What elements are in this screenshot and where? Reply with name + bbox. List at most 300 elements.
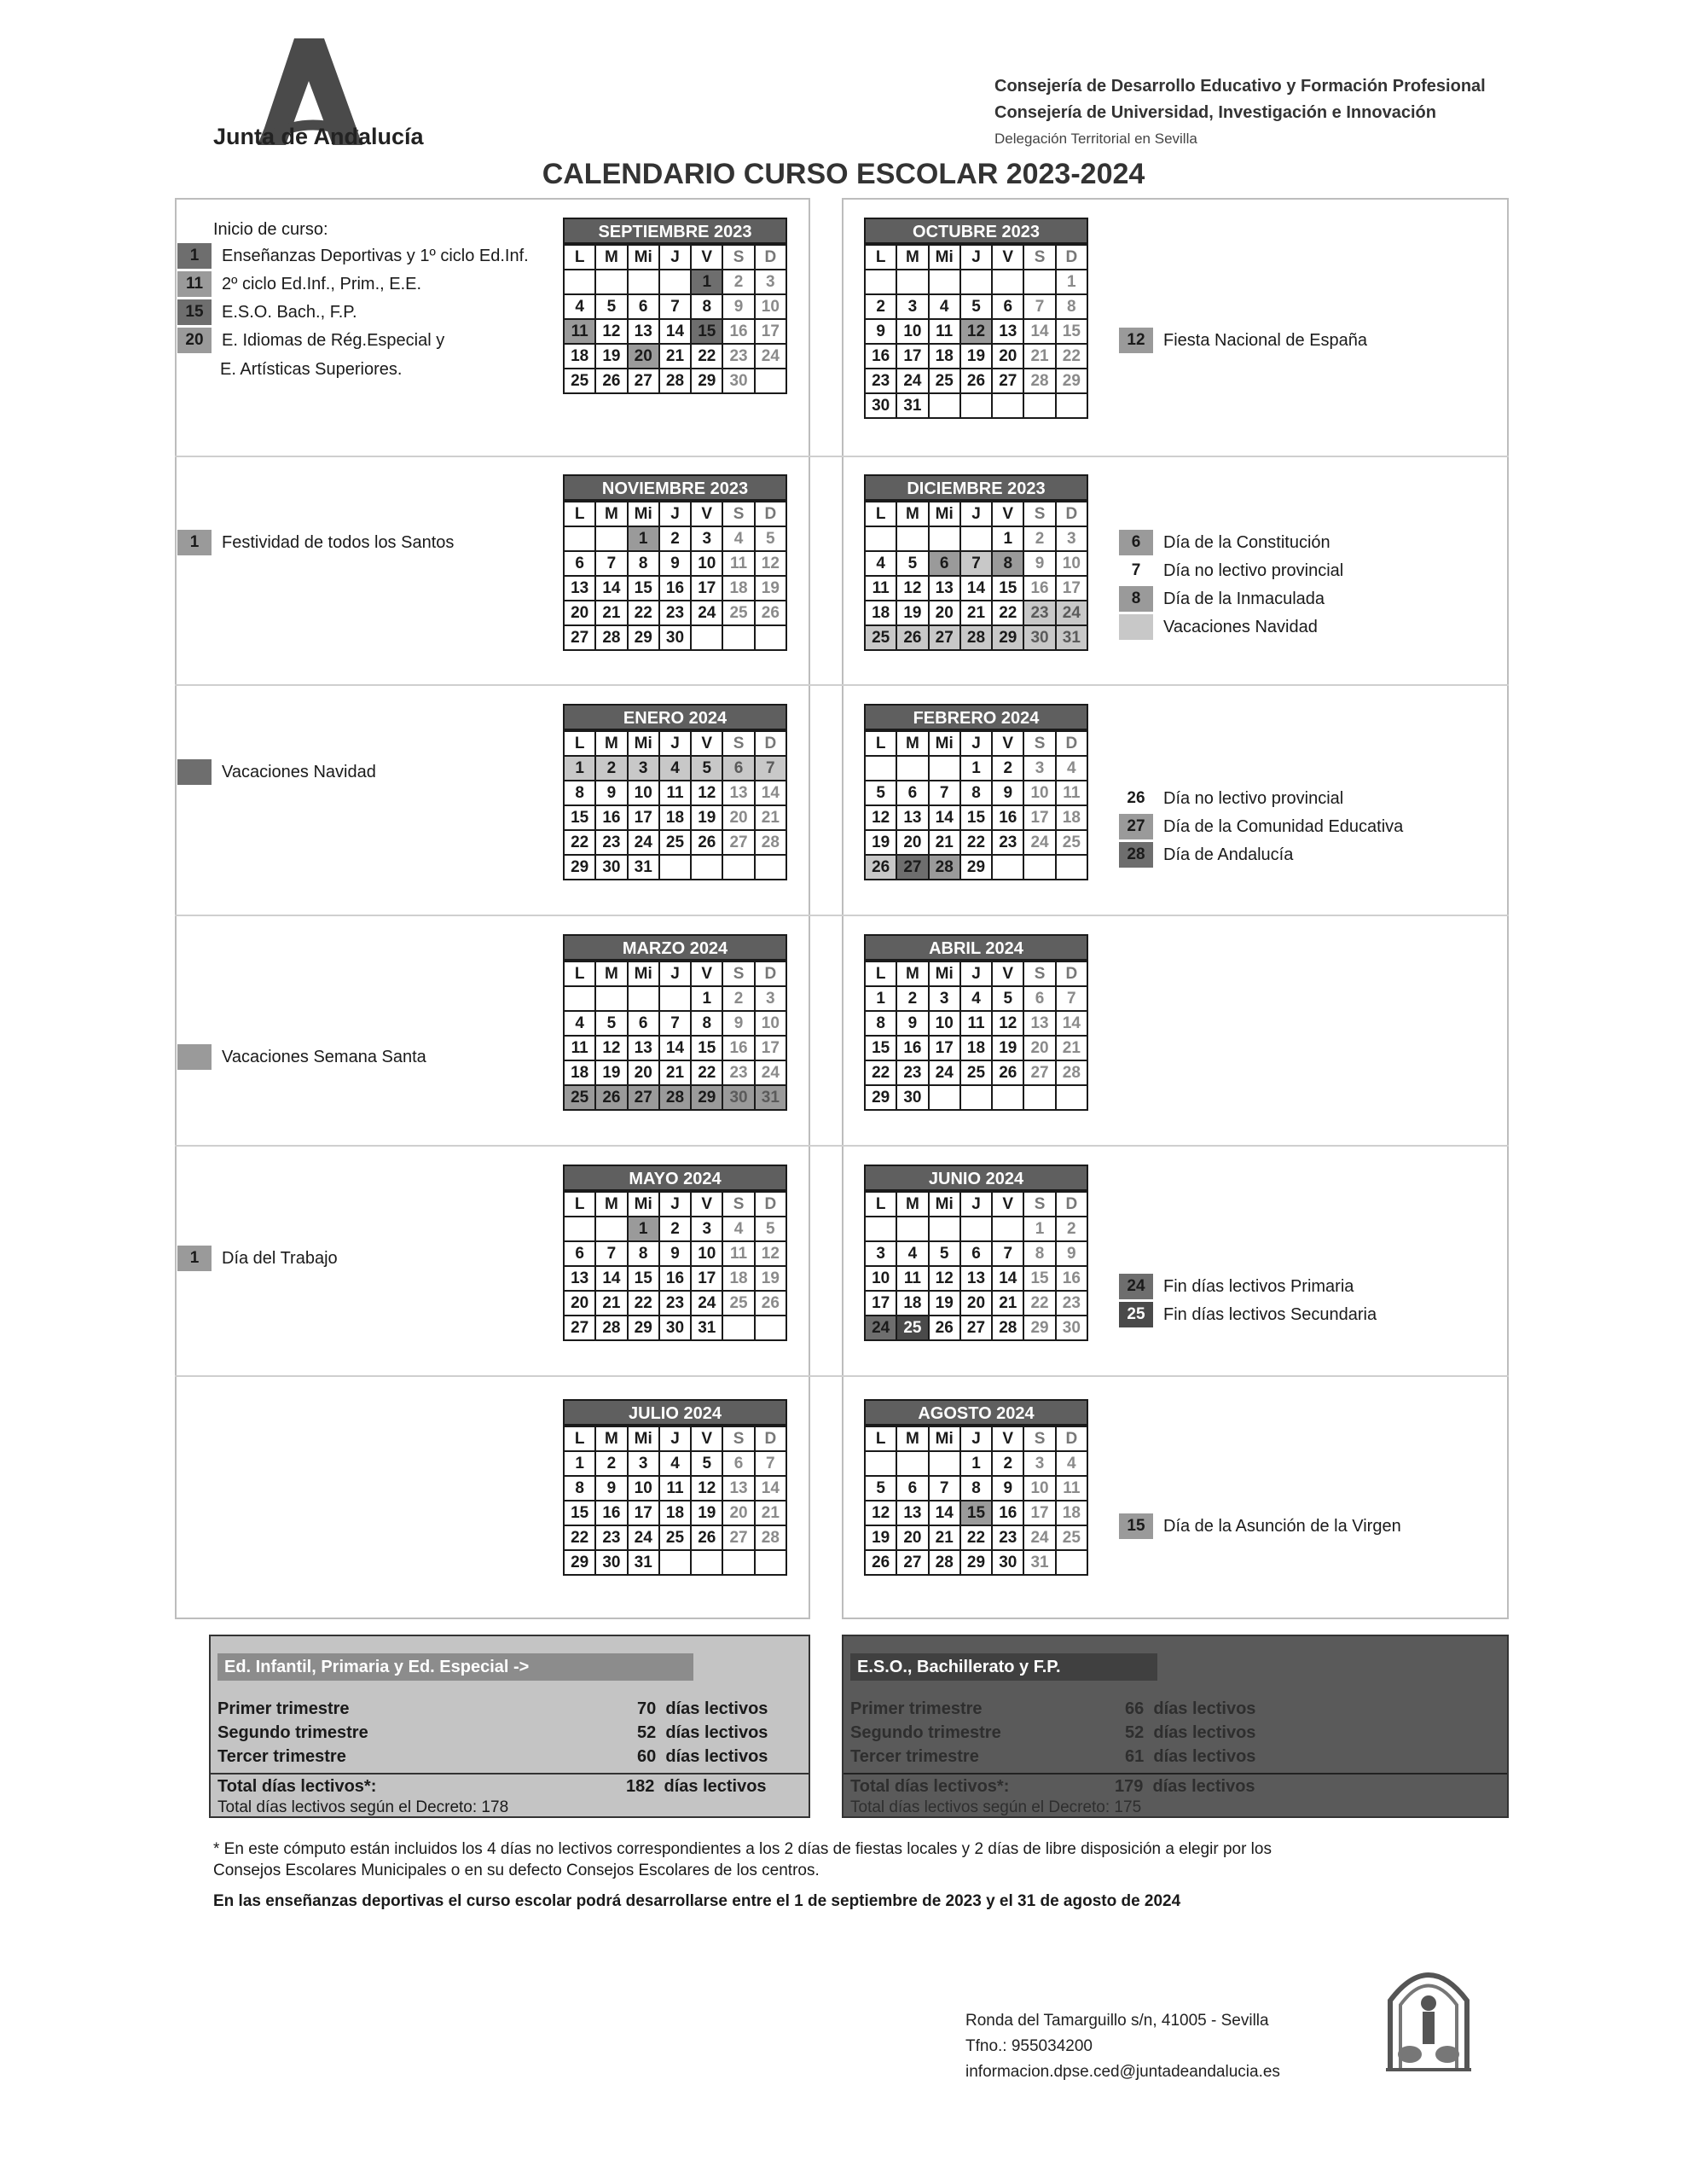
calendar-day: 21 (755, 1501, 786, 1525)
weekday-header: M (896, 1426, 928, 1451)
calendar-day: 19 (691, 1501, 722, 1525)
calendar-day: 17 (691, 1266, 722, 1291)
calendar-day: 11 (722, 1241, 754, 1266)
calendar-day: 21 (1023, 344, 1055, 369)
calendar-day: 26 (755, 1291, 786, 1316)
calendar-day: 18 (1056, 805, 1087, 830)
legend-label: Día de la Inmaculada (1163, 589, 1325, 608)
calendar-day: 1 (691, 270, 722, 294)
calendar-day: 21 (960, 601, 992, 625)
calendar-day: 23 (659, 1291, 691, 1316)
calendar-day: 15 (691, 1036, 722, 1060)
calendar-day: 23 (595, 830, 627, 855)
calendar-day: 22 (1056, 344, 1087, 369)
weekday-header: D (755, 731, 786, 756)
delegacion: Delegación Territorial en Sevilla (994, 131, 1197, 147)
weekday-header: J (659, 731, 691, 756)
calendar-day: 24 (755, 1060, 786, 1085)
weekday-header: J (960, 245, 992, 270)
calendar-day: 23 (992, 1525, 1023, 1550)
calendar-day: 16 (992, 805, 1023, 830)
calendar-day: 28 (755, 1525, 786, 1550)
calendar-empty-cell (992, 393, 1023, 418)
calendar-day: 25 (929, 369, 960, 393)
calendar-day: 22 (628, 601, 659, 625)
calendar-grid (563, 1191, 787, 1341)
weekday-header: D (755, 1426, 786, 1451)
calendar-day: 18 (659, 805, 691, 830)
calendar-day: 26 (865, 855, 896, 880)
calendar-day: 16 (896, 1036, 928, 1060)
calendar-day: 20 (564, 601, 595, 625)
weekday-header: Mi (929, 1192, 960, 1217)
weekday-header: S (722, 1192, 754, 1217)
legend-label: Enseñanzas Deportivas y 1º ciclo Ed.Inf. (222, 246, 529, 265)
calendar-day: 26 (691, 830, 722, 855)
summary-value: 66 días lectivos (1125, 1699, 1256, 1718)
calendar-day: 13 (722, 1476, 754, 1501)
calendar-empty-cell (564, 270, 595, 294)
legend-item (177, 1044, 426, 1070)
legend-swatch: 12 (1119, 328, 1153, 353)
legend-label: 2º ciclo Ed.Inf., Prim., E.E. (222, 274, 422, 293)
calendar-day: 18 (722, 576, 754, 601)
calendar-day: 18 (1056, 1501, 1087, 1525)
calendar-day: 20 (564, 1291, 595, 1316)
calendar-day: 6 (722, 1451, 754, 1476)
calendar-empty-cell (929, 1217, 960, 1241)
calendar-empty-cell (1056, 1085, 1087, 1110)
summary-row: Primer trimestre (217, 1699, 350, 1718)
calendar-day: 5 (865, 781, 896, 805)
calendar-day: 6 (722, 756, 754, 781)
weekday-header: D (755, 245, 786, 270)
calendar-day: 21 (595, 601, 627, 625)
calendar-day: 6 (896, 1476, 928, 1501)
summary-total: Total días lectivos*: (217, 1777, 377, 1796)
calendar-day: 22 (564, 1525, 595, 1550)
calendar-day: 31 (1023, 1550, 1055, 1575)
legend-swatch (177, 1044, 212, 1070)
calendar-day: 30 (1023, 625, 1055, 650)
calendar-day: 20 (960, 1291, 992, 1316)
weekday-header: Mi (929, 1426, 960, 1451)
calendar-empty-cell (992, 1217, 1023, 1241)
calendar-day: 25 (1056, 1525, 1087, 1550)
calendar-day: 7 (960, 551, 992, 576)
calendar-day: 31 (896, 393, 928, 418)
row-separator (175, 684, 1509, 686)
calendar-octubre (864, 218, 1088, 419)
calendar-title: MAYO 2024 (563, 1165, 787, 1191)
legend-swatch: 7 (1131, 561, 1141, 579)
calendar-grid (864, 730, 1088, 880)
calendar-empty-cell (755, 625, 786, 650)
legend-label: Día de la Comunidad Educativa (1163, 816, 1404, 836)
legend-label: Vacaciones Navidad (222, 762, 376, 781)
calendar-day: 14 (659, 1036, 691, 1060)
calendar-day: 25 (659, 1525, 691, 1550)
calendar-empty-cell (929, 270, 960, 294)
calendar-day: 8 (628, 1241, 659, 1266)
calendar-day: 25 (564, 369, 595, 393)
calendar-title: MARZO 2024 (563, 934, 787, 961)
calendar-agosto (864, 1399, 1088, 1576)
calendar-day: 18 (722, 1266, 754, 1291)
calendar-empty-cell (659, 986, 691, 1011)
summary-row: Tercer trimestre (217, 1747, 346, 1766)
calendar-day: 2 (992, 756, 1023, 781)
calendar-day: 31 (1056, 625, 1087, 650)
calendar-day: 19 (992, 1036, 1023, 1060)
calendar-day: 11 (960, 1011, 992, 1036)
calendar-day: 17 (691, 576, 722, 601)
legend-swatch: 1 (177, 243, 212, 269)
legend-swatch: 27 (1119, 814, 1153, 839)
calendar-day: 4 (960, 986, 992, 1011)
calendar-day: 11 (896, 1266, 928, 1291)
calendar-day: 11 (659, 1476, 691, 1501)
calendar-empty-cell (865, 1451, 896, 1476)
calendar-day: 2 (1023, 526, 1055, 551)
weekday-header: S (1023, 1192, 1055, 1217)
calendar-day: 24 (691, 1291, 722, 1316)
calendar-day: 25 (865, 625, 896, 650)
calendar-day: 27 (992, 369, 1023, 393)
calendar-day: 1 (628, 526, 659, 551)
calendar-day: 15 (865, 1036, 896, 1060)
calendar-day: 17 (628, 805, 659, 830)
weekday-header: V (691, 1426, 722, 1451)
calendar-day: 2 (659, 1217, 691, 1241)
weekday-header: L (564, 245, 595, 270)
calendar-grid (864, 244, 1088, 419)
calendar-day: 1 (960, 1451, 992, 1476)
calendar-day: 18 (659, 1501, 691, 1525)
logo-text: Junta de Andalucía (213, 124, 424, 149)
calendar-day: 20 (1023, 1036, 1055, 1060)
calendar-day: 22 (691, 344, 722, 369)
calendar-day: 2 (659, 526, 691, 551)
calendar-day: 7 (929, 1476, 960, 1501)
calendar-grid (563, 244, 787, 394)
calendar-day: 6 (929, 551, 960, 576)
calendar-day: 23 (896, 1060, 928, 1085)
calendar-day: 24 (1023, 1525, 1055, 1550)
calendar-day: 22 (691, 1060, 722, 1085)
legend-item (1119, 1513, 1401, 1539)
calendar-day: 9 (595, 781, 627, 805)
calendar-day: 5 (929, 1241, 960, 1266)
calendar-day: 4 (564, 1011, 595, 1036)
calendar-marzo (563, 934, 787, 1111)
calendar-day: 12 (691, 1476, 722, 1501)
calendar-noviembre (563, 474, 787, 651)
calendar-day: 23 (659, 601, 691, 625)
calendar-day: 18 (564, 344, 595, 369)
weekday-header: M (595, 731, 627, 756)
weekday-header: L (564, 961, 595, 986)
calendar-day: 27 (1023, 1060, 1055, 1085)
calendar-day: 22 (1023, 1291, 1055, 1316)
calendar-day: 25 (1056, 830, 1087, 855)
weekday-header: L (865, 731, 896, 756)
calendar-day: 15 (992, 576, 1023, 601)
calendar-day: 22 (992, 601, 1023, 625)
calendar-day: 1 (691, 986, 722, 1011)
calendar-day: 20 (722, 1501, 754, 1525)
weekday-header: D (1056, 245, 1087, 270)
calendar-day: 4 (722, 526, 754, 551)
calendar-day: 11 (1056, 781, 1087, 805)
legend-swatch (177, 759, 212, 785)
calendar-diciembre (864, 474, 1088, 651)
weekday-header: J (960, 502, 992, 526)
summary-divider (211, 1773, 809, 1774)
calendar-day: 24 (628, 830, 659, 855)
weekday-header: D (1056, 1192, 1087, 1217)
legend-item (177, 328, 444, 353)
weekday-header: J (659, 961, 691, 986)
calendar-day: 7 (595, 551, 627, 576)
weekday-header: D (1056, 961, 1087, 986)
calendar-day: 14 (929, 805, 960, 830)
legend-label: Día de Andalucía (1163, 845, 1294, 864)
calendar-day: 8 (564, 781, 595, 805)
calendar-title: OCTUBRE 2023 (864, 218, 1088, 244)
legend-item (1119, 786, 1343, 811)
calendar-febrero (864, 704, 1088, 880)
calendar-day: 24 (628, 1525, 659, 1550)
calendar-day: 21 (929, 830, 960, 855)
calendar-day: 19 (755, 1266, 786, 1291)
legend-swatch: 11 (177, 271, 212, 297)
weekday-header: L (564, 731, 595, 756)
calendar-day: 30 (992, 1550, 1023, 1575)
calendar-day: 3 (865, 1241, 896, 1266)
calendar-day: 4 (564, 294, 595, 319)
calendar-day: 16 (865, 344, 896, 369)
calendar-day: 10 (755, 1011, 786, 1036)
calendar-empty-cell (755, 855, 786, 880)
calendar-day: 9 (595, 1476, 627, 1501)
weekday-header: M (896, 961, 928, 986)
calendar-day: 28 (659, 1085, 691, 1110)
calendar-day: 9 (1023, 551, 1055, 576)
weekday-header: S (1023, 731, 1055, 756)
calendar-day: 16 (595, 805, 627, 830)
calendar-day: 28 (929, 855, 960, 880)
calendar-day: 28 (755, 830, 786, 855)
calendar-empty-cell (1056, 393, 1087, 418)
calendar-day: 31 (691, 1316, 722, 1340)
calendar-empty-cell (595, 1217, 627, 1241)
calendar-day: 24 (691, 601, 722, 625)
calendar-empty-cell (722, 625, 754, 650)
calendar-empty-cell (564, 526, 595, 551)
weekday-header: V (691, 245, 722, 270)
calendar-day: 8 (992, 551, 1023, 576)
calendar-day: 18 (865, 601, 896, 625)
legend-item (1119, 842, 1293, 868)
andalucia-shield-icon (1382, 1954, 1475, 2073)
calendar-day: 13 (564, 576, 595, 601)
calendar-day: 17 (929, 1036, 960, 1060)
summary-value: 52 días lectivos (637, 1723, 768, 1742)
calendar-day: 22 (865, 1060, 896, 1085)
legend-item (1119, 530, 1330, 555)
calendar-day: 12 (755, 551, 786, 576)
calendar-day: 15 (960, 1501, 992, 1525)
legend-label: Vacaciones Navidad (1163, 617, 1318, 636)
calendar-day: 5 (595, 294, 627, 319)
calendar-day: 23 (1056, 1291, 1087, 1316)
calendar-day: 2 (865, 294, 896, 319)
calendar-day: 13 (722, 781, 754, 805)
calendar-day: 11 (564, 319, 595, 344)
summary-total-value: 182 días lectivos (626, 1777, 767, 1796)
weekday-header: J (659, 502, 691, 526)
calendar-empty-cell (595, 270, 627, 294)
calendar-day: 8 (564, 1476, 595, 1501)
calendar-day: 25 (659, 830, 691, 855)
calendar-day: 16 (659, 1266, 691, 1291)
calendar-day: 12 (929, 1266, 960, 1291)
calendar-day: 9 (1056, 1241, 1087, 1266)
weekday-header: M (595, 1192, 627, 1217)
weekday-header: Mi (929, 731, 960, 756)
weekday-header: J (659, 1426, 691, 1451)
summary-row: Primer trimestre (850, 1699, 983, 1718)
calendar-day: 8 (691, 1011, 722, 1036)
calendar-day: 15 (564, 1501, 595, 1525)
weekday-header: S (722, 245, 754, 270)
legend-swatch: 20 (177, 328, 212, 353)
calendar-day: 15 (628, 1266, 659, 1291)
weekday-header: S (722, 731, 754, 756)
calendar-day: 25 (564, 1085, 595, 1110)
calendar-empty-cell (628, 270, 659, 294)
calendar-julio (563, 1399, 787, 1576)
calendar-mayo (563, 1165, 787, 1341)
calendar-day: 21 (992, 1291, 1023, 1316)
weekday-header: D (1056, 1426, 1087, 1451)
calendar-title: JUNIO 2024 (864, 1165, 1088, 1191)
calendar-day: 9 (896, 1011, 928, 1036)
calendar-day: 11 (722, 551, 754, 576)
calendar-empty-cell (929, 526, 960, 551)
weekday-header: J (960, 1426, 992, 1451)
calendar-empty-cell (1056, 1550, 1087, 1575)
calendar-empty-cell (595, 986, 627, 1011)
calendar-day: 14 (659, 319, 691, 344)
calendar-day: 21 (1056, 1036, 1087, 1060)
calendar-day: 18 (929, 344, 960, 369)
calendar-day: 15 (960, 805, 992, 830)
calendar-day: 9 (992, 1476, 1023, 1501)
legend-item (1119, 614, 1318, 640)
calendar-day: 25 (722, 1291, 754, 1316)
calendar-day: 18 (960, 1036, 992, 1060)
calendar-day: 17 (755, 319, 786, 344)
calendar-day: 20 (628, 344, 659, 369)
calendar-day: 28 (659, 369, 691, 393)
weekday-header: D (755, 502, 786, 526)
calendar-day: 29 (628, 625, 659, 650)
weekday-header: V (992, 245, 1023, 270)
calendar-day: 17 (1023, 1501, 1055, 1525)
calendar-empty-cell (929, 393, 960, 418)
calendar-septiembre (563, 218, 787, 394)
calendar-day: 27 (722, 1525, 754, 1550)
legend-swatch: 26 (1127, 789, 1145, 807)
summary-value: 60 días lectivos (637, 1747, 768, 1766)
address-phone: Tfno.: 955034200 (965, 2037, 1093, 2055)
calendar-day: 1 (564, 756, 595, 781)
calendar-day: 29 (691, 369, 722, 393)
calendar-day: 13 (564, 1266, 595, 1291)
calendar-day: 14 (595, 576, 627, 601)
calendar-day: 4 (929, 294, 960, 319)
calendar-day: 8 (960, 1476, 992, 1501)
calendar-day: 14 (929, 1501, 960, 1525)
calendar-day: 2 (595, 756, 627, 781)
calendar-day: 3 (691, 526, 722, 551)
calendar-day: 14 (1056, 1011, 1087, 1036)
page-title: CALENDARIO CURSO ESCOLAR 2023-2024 (542, 158, 1145, 190)
calendar-day: 28 (595, 625, 627, 650)
calendar-day: 30 (659, 1316, 691, 1340)
summary-value: 52 días lectivos (1125, 1723, 1256, 1742)
weekday-header: L (865, 961, 896, 986)
calendar-empty-cell (691, 625, 722, 650)
weekday-header: Mi (929, 961, 960, 986)
calendar-day: 3 (755, 986, 786, 1011)
weekday-header: J (960, 961, 992, 986)
legend-item (1119, 1274, 1354, 1299)
calendar-day: 13 (1023, 1011, 1055, 1036)
weekday-header: Mi (628, 1192, 659, 1217)
legend-swatch: 6 (1119, 530, 1153, 555)
calendar-day: 22 (564, 830, 595, 855)
weekday-header: M (595, 961, 627, 986)
legend-item (1119, 814, 1403, 839)
calendar-day: 29 (628, 1316, 659, 1340)
calendar-day: 2 (992, 1451, 1023, 1476)
weekday-header: L (564, 502, 595, 526)
legend-item (177, 759, 376, 785)
note-line: Consejos Escolares Municipales o en su defecto Consejos Escolares de los centros. (213, 1862, 820, 1879)
weekday-header: S (1023, 1426, 1055, 1451)
calendar-empty-cell (865, 270, 896, 294)
legend-label: Día del Trabajo (222, 1248, 338, 1268)
calendar-day: 26 (992, 1060, 1023, 1085)
calendar-day: 31 (628, 855, 659, 880)
calendar-day: 9 (722, 294, 754, 319)
calendar-day: 19 (896, 601, 928, 625)
calendar-empty-cell (865, 1217, 896, 1241)
calendar-enero (563, 704, 787, 880)
legend-item (1119, 1302, 1377, 1327)
calendar-day: 18 (896, 1291, 928, 1316)
legend-label: Fin días lectivos Secundaria (1163, 1304, 1377, 1324)
calendar-day: 11 (659, 781, 691, 805)
legend-item (177, 1246, 338, 1271)
weekday-header: L (564, 1426, 595, 1451)
calendar-day: 27 (929, 625, 960, 650)
calendar-empty-cell (722, 1316, 754, 1340)
calendar-day: 31 (755, 1085, 786, 1110)
